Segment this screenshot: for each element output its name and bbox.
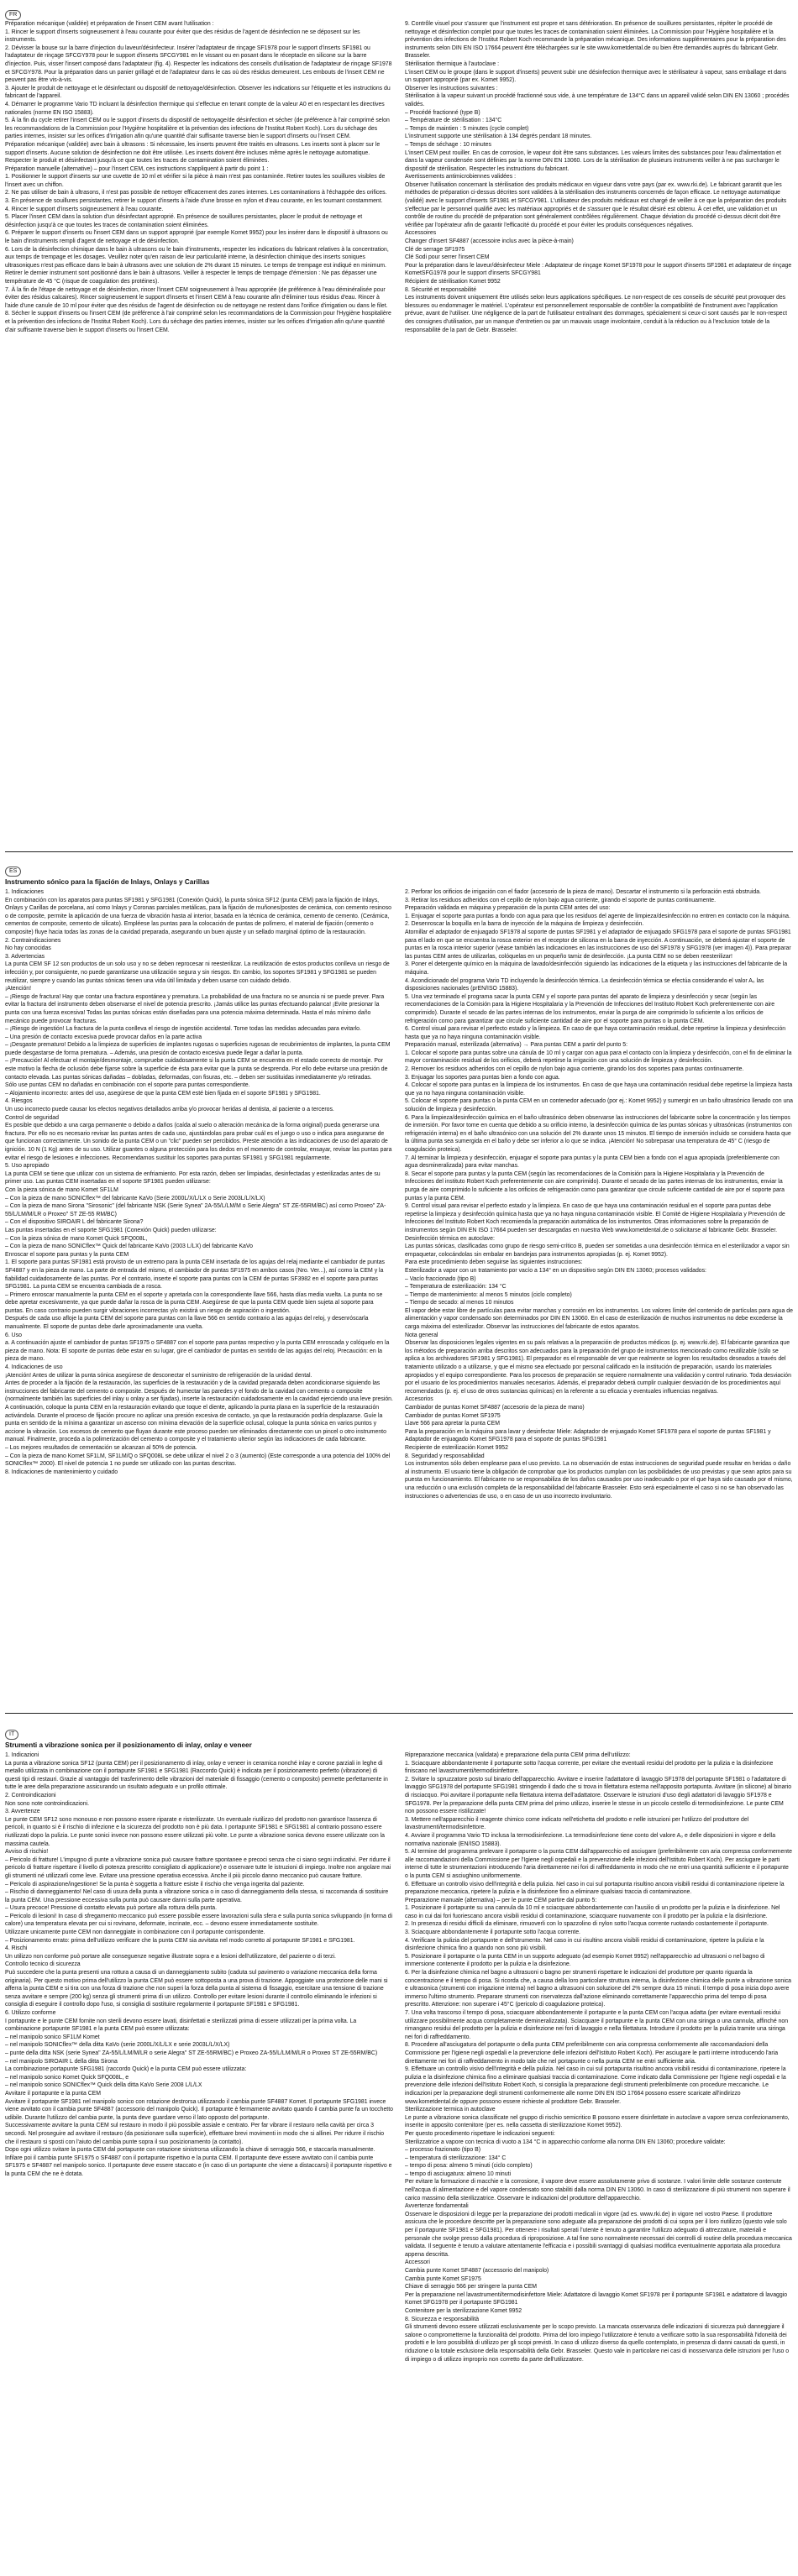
paragraph: – ¡Precaución! Al efectuar el montaje/desmontaje, compruebe cuidadosamente si la punta CEM se encuentra en el estado correcto de montaje. Por este motivo la flecha de oclusión debe fijarse sobre la superficie de ésta para evitar que la punta se desprenda. Por ello debe evitarse una presión de contacto elevada. Las puntas sónicas dañadas – dobladas, deformadas, con fisuras, etc. – deben ser sustituidas inmediatamente y/o retiradas. bbox=[5, 1058, 388, 1081]
paragraph: – Pericolo di fratture! L'impugno di punte a vibrazione sonica può causare fratture spontanee e precoci senza che ci siano segni indicativi. Per ridurre il pericolo di fratture rispettare il livello di potenza prescritto consigliato di applicazione) e osservare tutte le istruzioni di impiego. Inoltre non angolare mai gli strumenti né utilizzarli come leve. Evitare una pressione operativa eccessiva. Anche il più piccolo danno meccanico può causare fratture. bbox=[5, 1856, 391, 1879]
column-right bbox=[405, 1751, 793, 2364]
paragraph: No hay conocidas bbox=[5, 945, 51, 952]
column-left bbox=[5, 1751, 393, 2364]
paragraph: Sólo use puntas CEM no dañadas en combinación con el soporte para puntas correspondiente. bbox=[5, 1082, 250, 1089]
paragraph: Avvitare il portapunte e la punta CEM bbox=[5, 2090, 102, 2097]
paragraph: 8. Sécurité et responsabilité bbox=[405, 286, 477, 293]
paragraph: 4. Riesgos bbox=[5, 1098, 33, 1105]
paragraph: – Rischio di danneggiamento! Nel caso di usura della punta a vibrazione sonica o in caso di danneggiamento della stessa, si raccomanda di sostituire la punta CEM. Una pressione eccessiva sulla punta può causare danni sulla parte operativa. bbox=[5, 1889, 389, 1903]
paragraph: L'insert CEM peut rouiller. En cas de corrosion, le vapeur doit être sans substances. Les valeurs limites des substances pour l'eau d'alimentation et dans la vapeur condensée sont définies par la norme DIN EN 13060. Lors de la stérilisation de plusieurs instruments veiller à ne pas surcharger le dispositif de stérilisation. Respecter les instructions du fabricant. bbox=[405, 149, 781, 172]
section-italian bbox=[5, 1725, 793, 2571]
paragraph: 5. Uso apropiado bbox=[5, 1163, 50, 1170]
paragraph: 2. Desenroscar la boquilla en la barra de inyección de la máquina de limpieza y desinfección. bbox=[405, 921, 644, 928]
paragraph: – nel manipolo SIROAIR L della ditta Sirona bbox=[5, 2058, 118, 2065]
paragraph: Préparation manuelle (alternative) – pour l'insert CEM, ces instructions s'appliquent à partir du point 1 : bbox=[5, 165, 269, 172]
paragraph: – Tiempo de mantenimiento: al menos 5 minutos (ciclo completo) bbox=[405, 1291, 572, 1298]
paragraph: Sterilizzatrice a vapore con tecnica di vuoto a 134 °C in apparecchio conforme alla norma DIN EN 13060; procedure validate: bbox=[405, 2139, 726, 2145]
paragraph: Para este procedimiento deben seguirse las siguientes instrucciones: bbox=[405, 1259, 583, 1266]
paragraph: 7. Al terminar la limpieza y desinfección, enjuagar el soporte para puntas y la punta CEM bien a fondo con el agua apropiada (preferiblemente con agua desmineralizada) para evitar manchas. bbox=[405, 1154, 780, 1170]
paragraph: 5. À la fin du cycle retirer l'insert CEM ou le support d'inserts du dispositif de nettoyage/de désinfection et sécher (de préférence à l'air comprimé selon les recommandations de la Commission pour l'Hygiène hospitalière et la prévention des infections de l'Institut Robert Koch). Lors du séchage des parties internes, insister sur les orifices d'irrigation afin qu'une quantité d'air suffisante traverse bien le support d'inserts ou l'insert CEM. bbox=[5, 118, 390, 140]
paragraph: 7. Una volta trascorso il tempo di posa, sciacquare abbondantemente il portapunte e la punta CEM con l'acqua adatta (per evitare eventuali residui utilizzare possibilmente acqua completamente demineralizzata). Sciacquare il portapunte e la punta CEM con una siringa o una cannula, affinché non rimangano residui del prodotto per la pulizia e disinfezione nei fori di lavaggio e nella filettatura. Introdurre il prodotto per la pulizia tramite una siringa nei fori di raffreddamento. bbox=[405, 2010, 789, 2040]
paragraph: – Con la pieza de mano SONICflex™ del fabricante KaVo (Serie 2000L/X/L/LX o Serie 2003L/L/X/LX) bbox=[5, 1195, 265, 1202]
paragraph: 6. Per la disinfezione chimica nel bagno a ultrasuoni o bagno per strumenti rispettare le indicazioni del produttore per quanto riguarda la concentrazione e il tempo di posa. Si ricorda che, a causa della loro particolare struttura interna, la disinfezione chimica delle punte a vibrazione sonica e ultrasonica (strumenti con irrigazione interna) nel bagno a ultrasuoni con soluzione del 2% sempre dura 15 minuti. Il tempo di posa inizia dopo avere immerso l'ultimo strumento. Preparare strumenti con riservatezza dall'azione eliminando correttamente l'apparecchio prima del tempo di posa prescritto. Attenzione: non superare i 45°C (pericolo di coagulazione proteica). bbox=[405, 1970, 792, 2008]
paragraph: – Primero enroscar manualmente la punta CEM en el soporte y apretarla con la correspondiente llave 566, hasta días media vuelta. La punta no se debe apretar excesivamente, ya que puede dañar la rosca de la punta CEM. Asegúrese de que la punta CEM quede bien sujeta al soporte para puntas. En caso contrario pueden surgir vibraciones incorrectas y/o existirá un riesgo de aspiración o ingestión. bbox=[5, 1291, 383, 1314]
paragraph: Avvertenze fondamentali bbox=[405, 2203, 469, 2210]
paragraph: – nel manipolo SONICflex™ della ditta KaVo (serie 2000L/X/L/LX e serie 2003L/L/X/LX) bbox=[5, 2042, 230, 2049]
paragraph: Preparación manual, esterilizada (alternativa) → Para puntas CEM a partir del punto 5: bbox=[405, 1042, 628, 1049]
paragraph: Avertissements antimicrobiennes validées : bbox=[405, 174, 517, 181]
paragraph: – tempo di asciugatura: almeno 10 minuti bbox=[405, 2170, 512, 2177]
paragraph: Atornillar el adaptador de enjuagado SF1978 al soporte de puntas SF1981 y el adaptador de enjuagado SFG1978 para el soporte de puntas SFG1981 para el lado en que se encuentra la rosca exterior en el receptor de silicona en la barra de inyección. A continuación, se deberá ajustar el soporte de puntas en la rosca interior superior (véase también las indicaciones en las instrucciones de uso del SF1978 y SFG1978 (ver imagen 4)). Para preparar las puntas CEM antes de utilizarlas, colóquelas en un pequeño tamiz de desinfección. ¡La punta CEM no se deben reesterilizar! bbox=[405, 929, 791, 960]
paragraph: 1. Indicaciones bbox=[5, 889, 44, 895]
paragraph: 4. Indicaciones de uso bbox=[5, 1364, 63, 1371]
paragraph: Cambia punte Komet SF1975 bbox=[405, 2275, 481, 2282]
paragraph: 2. Svitare lo spruzzatore posto sul binario dell'apparecchio. Avvitare e inserire l'adattatore di lavaggio SF1978 del portapunte SF1981 o l'adattatore di lavaggio SFG1978 del portapunte SFG1981 stringendo il dado che si trova in filettatura esterna nell'apposito portapunta. Avvitare (in silicone) al binario di risciacquo. Poi avvitare il portapunte nella filettatura interna dell'adattatore. Osservare le istruzioni d'uso degli adattatori di lavaggio SF1978 e SFG1978. Per la preparazione della punta CEM prima del primo utilizzo, inserire le stesse in un piccolo cestello di termodisinfezione. Le punte CEM non possono essere ristilizzate! bbox=[405, 1776, 792, 1815]
paragraph: 5. Una vez terminado el programa sacar la punta CEM y el soporte para puntas del aparato de limpieza y desinfección y secar (según las recomendaciones de la Comisión para la Higiene Hospitalaria y la Prevención de Infecciones del Instituto Robert Koch preferentemente con aire comprimido). Durante el secado de las partes internas de los instrumentos, enviar la purga de aire comprimido lo suficiente a los orificios de refrigeración como para garantizar que circule suficiente cantidad de aire por el soporte para puntas o la punta CEM. bbox=[405, 993, 775, 1024]
paragraph: Stérilisation à la vapeur suivant un procédé fractionné sous vide, à une température de 134°C dans un appareil validé selon DIN EN 13060 ; procédés validés. bbox=[405, 93, 790, 107]
paragraph: 2. In presenza di residui difficili da eliminare, rimuoverli con lo spazzolino di nylon sotto l'acqua corrente ruotando costantemente il portapunte. bbox=[405, 1921, 769, 1928]
paragraph: a. A continuación ajuste el cambiador de puntas SF1975 o SF4887 con el soporte para puntas respectivo y la punta CEM enroscada y colóquelo en la pieza de mano. Nota: El soporte de puntas debe estar en su lugar, gire el cambiador de puntas en sentido de las agujas del reloj. Precaución: en la pieza de mano. bbox=[5, 1340, 390, 1363]
paragraph: 3. Mettere nell'apparecchio il reagente chimico come indicato nell'etichetta del prodotto e nelle istruzioni per l'utilizzo del produttore del lavastrumenti/termodisinfettore. bbox=[405, 1816, 749, 1831]
paragraph: 5. Placer l'insert CEM dans la solution d'un désinfectant approprié. En présence de souillures persistantes, placer le produit de nettoyage et désinfection jusqu'à ce que toutes les traces de contamination soient éliminées. bbox=[5, 214, 363, 228]
paragraph: I portapunte e le punte CEM fornite non sterili devono essere lavati, disinfettati e sterilizzati prima di essere utilizzati per la prima volta. La combinazione portapunte SF1981 e la punta CEM può essere utilizzata: bbox=[5, 2018, 357, 2033]
column-left bbox=[5, 20, 393, 334]
language-badge: IT bbox=[5, 1730, 18, 1740]
paragraph: El vapor debe estar libre de partículas para evitar manchas y corrosión en los instrumentos. Los valores límite del contenido de partículas para agua de alimentación y vapor condensado son determinados por DIN EN 13060. En el caso de esterilización de muchos instrumentos no debe excederse la carga máxima del esterilizador. Observar las instrucciones del fabricante de estos aparatos. bbox=[405, 1307, 793, 1331]
paragraph: Récipient de stérilisation Komet 9952 bbox=[405, 279, 501, 285]
paragraph: La punta CEM SF 12 son productos de un solo uso y no se deben reprocesar ni reesterilizar. La reutilización de estos productos conlleva un riesgo de infección y, por consiguiente, no puede garantizarse una utilización segura y sin riesgos. En cambio, los soportes SF1981 y SFG1981 se pueden reutilizar, siempre y cuando las puntas sónicas tienen una vida útil limitada y deben usarse con cuidado debido. bbox=[5, 961, 390, 984]
paragraph: Antes de proceder a la fijación de la restauración, las superficies de la restauración y de la cavidad preparada deben acondicionarse siguiendo las instrucciones del fabricante del cemento o composite. Después de humectar las paredes y el fondo de la cavidad con cemento o composite (normalmente también las superficies del inlay u onlay a ser fijadas), inserte la restauración cuidadosamente en la cavidad ejerciendo una leve presión. A continuación, coloque la punta CEM en la restauración evitando que toque el diente, aplicando la punta plana en la superficie de la restauración activándola. Durante el proceso de fijación procure no aplicar una presión excesiva de contacto, ya que la restauración podría desplazarse. Guíe la punta en sentido de la mínima a garantizar un ascenso con mínima elevación de la superficie oclusal, coloque la punta sónica en varios puntos y accione la vibración. Los excesos de cemento que fluyan durante este proceso pueden ser eliminados directamente con un pincel o otro instrumento manual. Finalmente, proceda a la polimerización del cemento o composite y el tratamiento ulterior según las indicaciones de cada fabricante. bbox=[5, 1380, 393, 1443]
paragraph: Accessoires bbox=[405, 230, 437, 237]
paragraph: Avvitare il portapunte SF1981 nel manipolo sonico con rotazione destrorsa utilizzando il cambia punte SF4887 Komet. Il portapunte SFG1981 invece viene avvitato con il cambia punte SF4887 (accessorio del manipolo Quick). Il portapunte è fermamente avvitato quando il cambia punte fa un tocchetto udibile. Durante l'utilizzo del cambia punte, la punta deve guardare verso il lato opposto del portapunte. bbox=[5, 2098, 393, 2121]
paragraph: Preparación validada en máquina y preparación de la punta CEM antes del uso: bbox=[405, 905, 611, 912]
paragraph: L'instrument supporte une stérilisation à 134 degrés pendant 18 minutes. bbox=[405, 134, 592, 140]
paragraph: 2. Remover los residuos adheridos con el cepillo de nylon bajo agua corriente, girando los dos soportes para puntas continuamente. bbox=[405, 1066, 744, 1073]
paragraph: – nel manipolo sonico SONICflex™ Quick della ditta KaVo Serie 2008 L/L/LX bbox=[5, 2082, 202, 2089]
paragraph: – Con la pieza de mano SONICflex™ Quick del fabricante KaVo (2003 L/LX) del fabricante KaVo bbox=[5, 1243, 253, 1250]
paragraph: Control de seguridad bbox=[5, 1114, 59, 1121]
paragraph: Clé de serrage SF1975 bbox=[405, 246, 465, 253]
paragraph: 4. Colocar el soporte para puntas en la limpieza de los instrumentos. En caso de que haya una contaminación residual debe repetirse la limpieza hasta que ya no haya ninguna contaminación visible. bbox=[405, 1082, 793, 1097]
paragraph: Accessori bbox=[405, 2259, 430, 2266]
paragraph: – Con la pieza sónica de mano Komet Quick SFQ008L, bbox=[5, 1235, 148, 1242]
paragraph: 2. Dévisser la bouse sur la barre d'injection du laveur/désinfecteur. Insérer l'adaptateur de rinçage SF1978 pour le support d'inserts SF1981 ou l'adaptateur de rinçage SFCGY978 pour le support d'inserts SFCGY981 en le vissant ou en posant dans le réceptacle en silicone sur la barre d'injection. Puis, visser l'insert composé dans l'adaptateur (fig. 4). Respecter les indications des conseils d'utilisation de l'adaptateur de rinçage SF1978 et SFCGY978. Pour la préparation dans un panier grillagé et de l'adaptateur dans le cas où des résidus demeurent. Les embouts de l'insert CEM ne peuvent pas être vis-à-vis. bbox=[5, 45, 392, 84]
column-right bbox=[405, 888, 793, 1500]
section-title: Strumenti a vibrazione sonica per il posizionamento di inlay, onlay e veneer bbox=[5, 1741, 252, 1749]
paragraph: 2. Ne pas utiliser de bain à ultrasons, il n'est pas possible de nettoyer efficacement des zones internes. Les contaminations à l'échappée des orifices. bbox=[5, 190, 387, 196]
paragraph: Dopo ogni utilizzo svitare la punta CEM dal portapunte con rotazione sinistrorsa utilizzando la chiave di serraggio 566, e staccarla manualmente. bbox=[5, 2147, 375, 2154]
paragraph: – processo frazionato (tipo B) bbox=[405, 2147, 481, 2154]
paragraph: 9. Effettuare un controllo visivo dell'integrità e della pulizia. Nel caso in cui sul portapunta risultino ancora visibili residui di contaminazione, ripetere la pulizia e la disinfezione chimica fino a eliminare qualsiasi traccia di contaminazione. Come indicato dalla Commissione per l'Igiene negli ospedali e la prevenzione delle infezioni dell'Istituto Robert Koch, si consiglia la preparazione degli strumenti preferibilmente con procedure meccaniche. Le indicazioni per la preparazione degli strumenti conformemente alle norme DIN EN ISO 17664 possono essere scaricate all'indirizzo www.kometdental.de oppure possono essere richieste al produttore Gebr. Brasseler. bbox=[405, 2066, 786, 2105]
paragraph: 3. Advertencias bbox=[5, 953, 45, 960]
paragraph: Enroscar el soporte para puntas y la punta CEM bbox=[5, 1251, 129, 1258]
paragraph: 4. Démarrer le programme Vario TD incluant la désinfection thermique qui s'effectue en tenant compte de la valeur A0 et en respectant les directives nationales (norme EN ISO 15883). bbox=[5, 101, 385, 116]
paragraph: Con la pieza sónica de mano Komet SF1LM bbox=[5, 1186, 118, 1193]
paragraph: 3. En présence de souillures persistantes, retirer le support d'inserts à l'aide d'une brosse en nylon et d'eau courante, en les tournant constamment. bbox=[5, 198, 383, 205]
paragraph: Llave 566 para apretar la punta CEM bbox=[405, 1421, 500, 1427]
paragraph: – punte della ditta NSK (serie Synea" ZA-55/L/LM/M/LR o serie Alegra" ST ZE-55RM/BC) e Proxeo ZA-55/L/LM/M/LR o Proxeo ST ZE-55RM/BC) bbox=[5, 2050, 378, 2056]
paragraph: Chiave di serraggio 566 per stringere la punta CEM bbox=[405, 2284, 538, 2291]
paragraph: Desinfección térmica en autoclave: bbox=[405, 1235, 495, 1242]
paragraph: 9. Contrôle visuel pour s'assurer que l'instrument est propre et sans détérioration. En présence de souillures persistantes, répéter le procédé de nettoyage et désinfection complet pour que toutes les traces de contamination soient éliminées. La Commission pour l'Hygiène hospitalière et la prévention des infections de l'Institut Robert Koch recommande la préparation mécanique. Des informations supplémentaires pour la préparation des instruments selon DIN EN ISO 17664 peuvent être téléchargées sur le site www.kometdental.de ou bien être demandés auprès du fabricant Gebr. Brasseler. bbox=[405, 21, 786, 60]
paragraph: 3. Ajouter le produit de nettoyage et le désinfectant ou dispositif de nettoyage/désinfection. Observer les indications sur l'étiquette et les instructions du fabricant de l'appareil. bbox=[5, 85, 391, 100]
paragraph: – Los mejores resultados de cementación se alcanzan al 50% de potencia. bbox=[5, 1444, 197, 1451]
paragraph: Per evitare la formazione di macchie e la corrosione, il vapore deve essere assolutamente privo di sostanze. I valori limite delle sostanze contenute nell'acqua di alimentazione e del vapore condensato sono stabiliti dalla norma DIN EN 13060. In caso di sterilizzazione di più strumenti non superare il carico massimo della sterilizzatrice. Osservare le indicazioni del produttore dell'apparecchio. bbox=[405, 2179, 790, 2202]
paragraph: 6. Utilizzo conforme bbox=[5, 2010, 56, 2016]
paragraph: 2. Perforar los orificios de irrigación con el fiador (accesorio de la pieza de mano). Descartar el instrumento si la perforación está obstruida. bbox=[405, 889, 761, 895]
paragraph: Un utilizzo non conforme può portare alle conseguenze negative illustrate sopra e a lesioni dell'utilizzatore, del paziente o di terzi. bbox=[5, 1953, 336, 1960]
paragraph: Observer l'utilisation concernant la stérilisation des produits médicaux en vigueur dans votre pays (par ex. www.rki.de). Le fabricant garantit que les méthodes de préparation ci-dessus décrites sont validées à la stérilisation des instruments concernés de façon efficace. Le nettoyage automatique (validé) avec le support d'inserts SF1981 et SFCGY981. L'utilisateur des produits médicaux est chargé de veiller à ce que la préparation des produits s'effectue par le personnel qualifié avec les matériaux appropriés et de s'assurer que le résultat désiré est obtenu. À cet effet, une validation et un contrôle de routine du procédé de préparation sont généralement contrôlées régulièrement. Chaque déviation du procédé ci-dessus décrit doit être vérifiée par l'opérateur afin de garantir l'efficacité du procédé et pour éviter les produits conséquences négatives. bbox=[405, 181, 787, 228]
paragraph: 3. Sciacquare abbondantemente il portapunte sotto l'acqua corrente. bbox=[405, 1929, 580, 1936]
paragraph: – nel manipolo sonico SF1LM Komet bbox=[5, 2034, 100, 2040]
paragraph: 9. Control visual para revisar el perfecto estado y la limpieza. En caso de que haya una contaminación residual en el soporte para puntas debe repetirse la limpieza y desinfección química hasta que ya no haya ninguna contaminación visible. El Comité de Higiene Hospitalaria y Prevención de Infecciones del Instituto Robert Koch recomienda la preparación automática de los instrumentos. Otras informaciones sobre la preparación de instrumentos según DIN EN ISO 17664 pueden ser descargadas en nuestra Web www.kometdental.de o solicitarse al fabricante Gebr. Brasseler. bbox=[405, 1203, 785, 1233]
paragraph: Observar las disposiciones legales vigentes en su país relativas a la preparación de productos médicos (p. ej. www.rki.de). El fabricante garantiza que los métodos de preparación arriba descritos son adecuados para la preparación del grupo de instrumentos mencionado como reutilizable (sólo se aplica a los archivadores SF1981 y SFG1981). El preparador es el responsable de ver que realmente se logren los resultados deseados a través del tratamiento utilizado o a utilizarse, y que el mismo sea efectuado por personal calificado en la institución de preparación, usando los materiales apropiados y el equipo correspondiente. Para los procesos de preparación se requiere normalmente una validación y control rutinario. Toda desviación por el usuario de los procedimientos manuales necesarios. Además, el preparador deberá cumplir cualquier desviación de los procedimientos aquí recomendados (p. ej. el uso de otros sustancias químicas) en la referente a su eficacia y eventuales influencias negativas. bbox=[405, 1340, 791, 1395]
paragraph: – Temperatura de esterilización: 134 °C bbox=[405, 1284, 507, 1291]
section-french bbox=[5, 5, 793, 845]
paragraph: L'insert CEM ou le groupe (dans le support d'inserts) peuvent subir une désinfection thermique avec le stérilisateur à vapeur, sans emballage et dans un support approprié (par ex. Komet 9952). bbox=[405, 69, 787, 84]
paragraph: 3. Avvertenze bbox=[5, 1809, 40, 1815]
paragraph: Avviso di rischio! bbox=[5, 1849, 49, 1856]
paragraph: Para la preparación en la máquina para lavar y desinfectar Miele: Adaptador de enjuagado Komet SF1978 para el soporte de puntas SF1981 y Adaptador de enjuagado Komet SFG1978 para el soporte de puntas SFG1981 bbox=[405, 1428, 771, 1443]
paragraph: Gli strumenti devono essere utilizzati esclusivamente per lo scopo previsto. La mancata osservanza delle indicazioni di sicurezza può danneggiare il salone o comprometterne la funzionalità del prodotto. Prima del loro impiego l'utilizzatore è tenuto a verificare sotto la sua responsabilità l'idoneità dei prodotti e le loro possibilità di utilizzo per gli scopi previsti. In caso di utilizzo diverso da quello contemplato, in presenza di danni causati da questi, in riduzione o la totale esclusione della responsabilità della Gebr. Brasseler. Questo vale in particolare nei casi di inosservanza delle istruzioni per l'uso o di impiego o di utilizzo improprio non corretto da parte dell'utilizzatore. bbox=[405, 2324, 790, 2363]
paragraph: Los instrumentos sólo deben emplearse para el uso previsto. La no observación de estas instrucciones de seguridad puede resultar en heridas o daño al instrumento. El usuario tiene la obligación de comprobar que los productos cumplan con las posibilidades de uso previstas y que sean aptos para su puesta en funcionamiento. El fabricante no se responsabiliza de los daños causados por uso inadecuado o por el que haya sido causado por el mismo, una reducción o una exclusión completa de la responsabilidad del fabricante Brasseler. Esto será especialmente el caso si no se han observado las instrucciones o advertencias de uso, o en caso de un uso incorrecto involuntario. bbox=[405, 1461, 793, 1500]
paragraph: Cambiador de puntas Komet SF1975 bbox=[405, 1412, 501, 1419]
language-badge: FR bbox=[5, 10, 21, 20]
paragraph: Préparation mécanique (validée) et préparation de l'insert CEM avant l'utilisation : bbox=[5, 21, 214, 27]
paragraph: Stérilisation thermique à l'autoclave : bbox=[405, 60, 500, 67]
paragraph: La combinazione portapunte SFG1981 (raccordo Quick) e la punta CEM può essere utilizzata: bbox=[5, 2066, 247, 2073]
paragraph: 4. Avviare il programma Vario TD inclusa la termodisinfezione. La termodisinfezione tiene conto del valore A₀ e delle disposizioni in vigore e della normativa nazionale (EN/ISO 15883). bbox=[405, 1832, 776, 1847]
column-right bbox=[405, 20, 793, 334]
paragraph: – Con el dispositivo SIROAIR L del fabricante Sirona? bbox=[5, 1219, 144, 1226]
paragraph: Le punte a vibrazione sonica classificate nel gruppo di rischio semicritico B possono essere disinfettate in autoclave a vapore senza confezionamento, inserite in apposito contenitore (per es. nella cassetta di sterilizzazione Komet 9952). bbox=[405, 2114, 790, 2129]
paragraph: – Tiempo de secado: al menos 10 minutos bbox=[405, 1300, 514, 1306]
paragraph: En combinación con los aparatos para puntas SF1981 y SFG1981 (Conexión Quick), la punta sónica SF12 (punta CEM) para la fijación de Inlays, Onlays y Carillas de porcelana, así como Inlays y Coronas parciales metálicas, para la fijación de muñones/postes de cerámica, con cemento resinoso o de composite, permite la aplicación de una fuerza de vibración hasta al interior, basada en la técnica de cerámica, cemento de cemento. (Cerámica, cementos de composite, cemento de silicato). Empléese las puntas para la colocación de puntas de polímero, el material de fijación (cemento o composite) fluye hacia todas las zonas de la cavidad preparada, asegurando un buen ajuste y un sellado marginal óptimo de la restauración. bbox=[5, 897, 391, 935]
paragraph: Per questo procedimento rispettare le indicazioni seguenti: bbox=[405, 2130, 555, 2137]
paragraph: 6. Lors de la désinfection chimique dans le bain à ultrasons ou le bain d'instruments, respecter les indications du fabricant relatives à la concentration, aux temps de trempage et les dosages. Veuillez noter qu'en raison de leur particularité interne, la désinfection chimique des inserts soniques ultrasoniques n'est pas efficace dans le bain à ultrasons avec une solution de 2% durant 15 minutes. Le temps de trempage est indiqué en minimum. Retirer le dernier instrument sont positionné dans le bain à ultrasons. Veiller à respecter le temps de trempage d'émersion : Ne pas dépasser une température de 45 °C (risque de coagulation des protéines). bbox=[5, 246, 389, 285]
paragraph: 8. Indicaciones de mantenimiento y cuidado bbox=[5, 1469, 118, 1475]
paragraph: – Température de stérilisation : 134°C bbox=[405, 118, 502, 124]
paragraph: – Temps de séchage : 10 minutes bbox=[405, 141, 491, 148]
paragraph: Nota general bbox=[405, 1332, 438, 1338]
paragraph: 5. Posizionare il portapunte o la punta CEM in un supporto adeguato (ad esempio Komet 9952) nell'apparecchio ad ultrasuoni o nel bagno di immersione contenente il prodotto per la pulizia e la disinfezione. bbox=[405, 1953, 765, 1968]
language-badge: ES bbox=[5, 867, 21, 877]
paragraph: 1. Posizionare il portapunte su una cannula da 10 ml e sciacquare abbondantemente con l'ausilio di un prodotto per la pulizia e la disinfezione. Nel caso in cui dai fori fuoriescano ancora visibili residui di contaminazione, sciacquare nuovamente con il prodotto per la pulizia e la disinfezione. bbox=[405, 1905, 780, 1919]
paragraph: ¡Atención! Antes de utilizar la punta sónica asegúrese de desconectar el suministro de refrigeración de la unidad dental. bbox=[5, 1372, 312, 1379]
paragraph: – Alojamiento incorrecto: antes del uso, asegúrese de que la punta CEM esté bien fijada en el soporte SF1981 y SFG1981. bbox=[5, 1090, 321, 1097]
paragraph: Préparation mécanique (validée) avec bain à ultrasons : Si nécessaire, les inserts peuvent être traités en ultrasons. Les inserts sont à placer sur le support d'inserts. Aucune solution de désinfection ne doit être utilisée. Les inserts doivent être incluses même après le nettoyage automatique. Respecter le produit et désinfectant jusqu'à ce que toutes les traces de contamination soient éliminées. bbox=[5, 141, 381, 165]
paragraph: 1. Colocar el soporte para puntas sobre una cánula de 10 ml y cargar con agua para el contacto con la limpieza y desinfección, con el fin de eliminar la mayor contaminación residual de los orificios, deberá repetirse la irrigación con una solución de limpieza y desinfección. bbox=[405, 1050, 792, 1065]
paragraph: 5. Colocar el soporte para puntas o la punta CEM en un contenedor adecuado (por ej.: Komet 9952) y sumergir en un baño ultrasónico llenado con una solución de limpieza y desinfección. bbox=[405, 1098, 793, 1113]
paragraph: 6. Uso bbox=[5, 1332, 22, 1338]
paragraph: Ripreparazione meccanica (validata) e preparazione della punta CEM prima dell'utilizzo: bbox=[405, 1752, 631, 1758]
paragraph: Contenitore per la sterilizzazione Komet 9952 bbox=[405, 2307, 522, 2314]
paragraph: – Posizionamento errato: prima dell'utilizzo verificare che la punta CEM sia avvitata nel modo corretto al portapunte SF1981 e SFG1981. bbox=[5, 1937, 355, 1944]
paragraph: Utilizzare unicamente punte CEM non danneggiate in combinazione con il portapunte corrispondente. bbox=[5, 1929, 265, 1936]
paragraph: Pour la préparation dans le laveur/désinfecteur Miele : Adaptateur de rinçage Komet SF1978 pour le support d'inserts SF1981 et adaptateur de rinçage KometSFG1978 pour le support d'inserts SFCGY981 bbox=[405, 262, 792, 277]
paragraph: Sterilizzazione termica in autoclave bbox=[405, 2107, 496, 2113]
paragraph: – Pericolo di aspirazione/ingestione! Se la punta è soggetta a fratture esiste il rischio che venga ingerita dal paziente. bbox=[5, 1881, 305, 1887]
paragraph: – Usura precoce! Pressione di contatto elevata può portare alla rottura della punta. bbox=[5, 1905, 218, 1912]
paragraph: 3. Retirar los residuos adheridos con el cepillo de nylon bajo agua corriente, girando el soporte de puntas continuamente. bbox=[405, 897, 717, 903]
paragraph: – ¡Desgaste prematuro! Debido a la limpieza de superficies de implantes rugosas o superficies rugosas de recubrimientos de implantes, la punta CEM puede desgastarse de forma prematura. – Además, una presión de contacto excesiva puede llegar a dañar la punta. bbox=[5, 1042, 391, 1056]
paragraph: 1. Rincer le support d'inserts soigneusement à l'eau courante pour éviter que des résidus de l'agent de désinfection ne se déposent sur les instruments. bbox=[5, 29, 360, 44]
paragraph: Esterilizador a vapor con un tratamiento por vacío a 134° en un dispositivo según DIN EN 13060; procesos validados: bbox=[405, 1267, 706, 1274]
paragraph: La punta a vibrazione sonica SF12 (punta CEM) per il posizionamento di inlay, onlay e veneer in ceramica nonché inlay e corone parziali in leghe di metallo utilizzata in combinazione con il portapunte SF1981 e SFG1981 (Raccordo Quick) è indicata per il posizionamento perfetto (vibrazione) di questi tipi di restauri. Grazie al vantaggio del trasferimento delle vibrazioni del materiale di fissaggio (cemento o composito) permette perfettamente in tutte le aree della preparazione assicurando un risultato adeguato e un profilo ottimale. bbox=[5, 1760, 388, 1791]
paragraph: 6. Effettuare un controllo visivo dell'integrità e della pulizia. Nel caso in cui sul portapunta risultino ancora visibili residui di contaminazione ripetere la preparazione meccanica, ripetere la pulizia e la disinfezione fino a eliminare qualsiasi traccia di contaminazione. bbox=[405, 1881, 785, 1896]
paragraph: Controllo tecnico di sicurezza bbox=[5, 1961, 81, 1968]
paragraph: Osservare le disposizioni di legge per la preparazione dei prodotti medicali in vigore (ad es. www.rki.de) in vigore nel vostro Paese. Il produttore assicura che le procedure descritte per la preparazione sono adeguate alla preparazione dei prodotti di cui sopra per il loro riutilizzo (questo vale solo per il portapunte SF1981 e SFG1981). Per ottenere i risultati sperati l'utente è tenuto a garantire l'utilizzo adeguato di attrezzature, materiali e personale che svolge presso dalla procedura di riproposizione. A tal fine sono normalmente necessari dei controlli di routine della procedura meccanica validata. Il seguente è tenuto a valutare attentamente l'efficacia e i possibili svantaggi di qualsiasi modifica eventualmente apportata alla procedura appena descritta. bbox=[405, 2211, 792, 2258]
paragraph: 8. Seguridad y responsabilidad bbox=[405, 1453, 485, 1459]
paragraph: – temperatura di sterilizzazione: 134° C bbox=[405, 2155, 507, 2161]
paragraph: 4. Rischi bbox=[5, 1945, 28, 1952]
paragraph: – nel manipolo sonico Komet Quick SFQ008L, e bbox=[5, 2074, 129, 2081]
paragraph: 1. Positionner le support d'inserts sur une cuvette de 10 ml et vérifier si la pièce à main n'est pas contaminée. Retirer toutes les souillures visibles de l'insert avec un chiffon. bbox=[5, 174, 386, 188]
paragraph: – tempo di posa: almeno 5 minuti (ciclo completo) bbox=[405, 2163, 533, 2170]
paragraph: 1. Indicazioni bbox=[5, 1752, 39, 1758]
paragraph: – Con la pieza de mano Komet SF1LM, SF1LM/Q o SFQ008L se debe utilizar el nivel 2 o 3 (aumento) (Este corresponde a una potencia del 100% del SONICflex™ 2000). El nivel de potencia 1 no puede ser utilizado con las puntas descritas. bbox=[5, 1453, 391, 1468]
section-spanish bbox=[5, 861, 793, 1704]
paragraph: 4. Acondicionado del programa Vario TD incluyendo la desinfección térmica. La desinfección térmica se efectúa considerando el valor A₀ las disposiciones nacionales (prEN/ISO 15883). bbox=[405, 977, 764, 992]
section-divider bbox=[5, 851, 793, 852]
paragraph: Cambiador de puntas Komet SF4887 (accesorio de la pieza de mano) bbox=[405, 1405, 585, 1411]
paragraph: 4. Verificare la pulizia del portapunte e dell'strumento. Nel caso in cui risultino ancora visibili residui di contaminazione, ripetere la pulizia e la disinfezione chimica fino a quando non sono più visibili. bbox=[405, 1937, 764, 1952]
paragraph: Le punte CEM SF12 sono monouso e non possono essere riparate e risterilizzate. Un eventuale riutilizzo del prodotto non garantisce l'assenza di pericoli, in quanto si è il rischio di infezione e la sicurezza del prodotto non è più data. I portapunte SF1981 e SFG1981 al contrario possono essere riutilizzati dopo la pulizia. Le punte sonici invece non possono essere utilizzati più volte. Le punte a vibrazione sonica devono essere utilizzate con la massima cautela. bbox=[5, 1816, 385, 1847]
paragraph: – Temps de maintien : 5 minutes (cycle complet) bbox=[405, 125, 529, 132]
paragraph: 2. Controindicazioni bbox=[5, 1792, 56, 1798]
paragraph: Successivamente avvitare la punta CEM sul restauro in modo il più possibile assiale e centrato. Per far vibrare il restauro nella cavità per circa 3 secondi. Nel proseguire ad avvitare il restauro (da posizionare sulla superficie), effettuare brevi movimenti in modo che si allinei. Per ridurre il rischio che il restauro si sposti con l'aiuto del cambia punte sopra il suo posizionamento (a contatto). bbox=[5, 2123, 385, 2145]
paragraph: Changer d'insert SF4887 (accessoire inclus avec la pièce-à-main) bbox=[405, 238, 574, 245]
paragraph: 1. El soporte para puntas SF1981 está provisto de un extremo para la punta CEM insertada de los agujas del relaj mediante el cambiador de puntas SF4887 y en la pieza de mano. La parte de entrada del mismo, el cambiador de puntas SF1975 en ambos casos (Nro. Ver...), así como la CEM y la fiabilidad cuidadosamente de las puntas. Por el contrario, inserte el soporte para puntas con la CEM de puntas SF3982 en el soporte para puntas SFG1981. La punta CEM se encuentra cambiada de a rosca. bbox=[5, 1259, 385, 1291]
paragraph: – Una presión de contacto excesiva puede provocar daños en la parte activa bbox=[5, 1034, 202, 1040]
paragraph: Les instruments doivent uniquement être utilisés selon leurs applications spécifiques. Le non-respect de ces conseils de sécurité peut provoquer des blessures ou endommager le matériel. L'opérateur est personnellement responsable de contrôler la compatibilité de l'instrument avec l'application prévue, avant de l'utiliser. Une négligence de la part de l'utilisateur entraînant des dommages, spécialement si ceux-ci sont causés par le non-respect des consignes d'utilisation, par un manque d'entretien ou par un mauvais usage involontaire, conduit à la réduction ou à l'exclusion totale de la responsabilité de la part de Gebr. Brasseler. bbox=[405, 295, 787, 333]
paragraph: 8. Sicurezza e responsabilità bbox=[405, 2316, 480, 2322]
paragraph: Es posible que debido a una carga permanente o debido a daños (caída al suelo o alteración mecánica de la forma original) pueda generarse una fractura. Por ello no es necesario revisar las puntas antes de cada uso, ajustándolas para probar cuál es el juego o uso o indica para asegurarse de que funcionan correctamente. Un sonido de la punta CEM o un "clic" pueden ser percibidos. Preste atención a las indicaciones de uso del aparato de ignición. 10 N (1 Kg) antes de su uso. Utilizar guantes o alguna protección para los dedos en el momento de controlar, ensayar, revisar las puntas para evitar el riesgo de lesiones e infecciones. Recomendamos sustituir los soportes para puntas SF1981 y SFG1981 regularmente. bbox=[5, 1123, 392, 1161]
section-divider bbox=[5, 1713, 793, 1714]
paragraph: 6. Para la limpieza/desinfección química en el baño ultrasónico deben observarse las instrucciones del fabricante sobre la concentración y los tiempos de inmersión. Por favor tome en cuenta que debido a su orificio interno, la desinfección química de las puntas sónicas y ultrasónicas (instrumentos con refrigeración interna) en el baño ultrasónico con una solución del 2% durante unos 15 minutos. El tiempo de inmersión incluido se considera hasta que la última punta sea sumergida en el baño y debe ser inferior a lo que se indica. ¡Atención! No sobrepasar una temperatura de 45° C (riesgo de coagulación proteica). bbox=[405, 1114, 792, 1153]
paragraph: Cambia punte Komet SF4887 (accessorio del manipolo) bbox=[405, 2268, 549, 2274]
paragraph: 3. Enjuagar los soportes para puntas bien a fondo con agua. bbox=[405, 1074, 560, 1081]
paragraph: Recipiente de esterilización Komet 9952 bbox=[405, 1444, 508, 1451]
paragraph: Per la preparazione nel lavastrumenti/termodisinfettore Miele: Adattatore di lavaggio Komet SF1978 per il portapunte SF1981 e adattatore di lavaggio Komet SFG1978 per il portapunte SFG1981 bbox=[405, 2291, 788, 2306]
paragraph: Accesorios bbox=[405, 1396, 433, 1403]
paragraph: Observer les instructions suivantes : bbox=[405, 85, 498, 92]
paragraph: Infilare poi il cambia punte SF1975 o SF4887 con il portapunte rispettivo e la punta CEM. Il portapunte deve essere avvitato con il cambia punte SF1975 e SF4887 nel manipolo sonico. Il portapunte deve essere staccato e (in caso di un portapunte che viene a distaccarsi) il portapunte rispettivo e la punta CEM che ne è dotata. bbox=[5, 2155, 392, 2177]
paragraph: 6. Control visual para revisar el perfecto estado y la limpieza. En caso de que haya contaminación residual, debe repetirse la limpieza y desinfección hasta que ya no haya ninguna contaminación visible. bbox=[405, 1026, 786, 1040]
paragraph: 8. Secar el soporte para puntas y la punta CEM (según las recomendaciones de la Comisión para la Higiene Hospitalaria y la Prevención de Infecciones del instituto Robert Koch preferentemente con aire comprimido). Durante el secado de las partes internas de los instrumentos, enviar la purga de aire comprimido lo suficiente a los orificios de refrigeración como para garantizar que circule suficiente cantidad de aire por el soporte para puntas y la punta CEM. bbox=[405, 1170, 785, 1202]
paragraph: ¡Atención! bbox=[5, 986, 32, 992]
paragraph: – Procédé fractionné (type B) bbox=[405, 109, 480, 116]
paragraph: Preparazione manuale (alternativa) – per le punte CEM partire dal punto 5: bbox=[405, 1897, 597, 1903]
paragraph: 2. Contraindicaciones bbox=[5, 937, 61, 944]
paragraph: Un uso incorrecto puede causar los efectos negativos detallados arriba y/o provocar heridas al dentista, al paciente o a terceros. bbox=[5, 1107, 334, 1113]
section-title: Instrumento sónico para la fijación de Inlays, Onlays y Carillas bbox=[5, 878, 210, 886]
paragraph: Clé Sodi pour serrer l'insert CEM bbox=[405, 254, 490, 261]
paragraph: 3. Poner el detergente químico en la máquina de lavado/desinfección siguiendo las indicaciones de la etiqueta y las instrucciones del fabricante de la máquina. bbox=[405, 961, 788, 976]
paragraph: Después de cada uso afloje la punta CEM del soporte para puntas con la llave 566 en sentido contrario a las agujas del reloj, y desenróscarla manualmente. El soporte de puntas debe darle aproximadamente una vuelta. bbox=[5, 1316, 369, 1331]
paragraph: – Con la pieza de mano Sirona "Sirosonic" (del fabricante NSK (Serie Synea" 2A-55/L/LM/M o Serie Alegra" ST ZE-55RM/BC) así como Proxeo" ZA-55/L/LM/M/LR o Proxeo" ST ZE-55 RM/BC) bbox=[5, 1203, 386, 1217]
paragraph: 8. Sécher le support d'inserts ou l'insert CEM (de préférence à l'air comprimé selon les recommandations de la Commission pour l'Hygiène hospitalière et la prévention des infections de l'Institut Robert Koch). Lors du séchage des parties internes, insister sur les orifices d'irrigation afin qu'une quantité d'air suffisante traverse bien le support d'inserts ou l'insert CEM. bbox=[5, 311, 391, 333]
paragraph: 6. Préparer le support d'inserts ou l'insert CEM dans un support approprié (par exemple Komet 9952) pour les insérer dans le dispositif à ultrasons ou le bain d'instruments rempli d'agent de nettoyage et de désinfection. bbox=[5, 230, 388, 245]
paragraph: Las puntas insertadas en el soporte SFG1981 (Conexión Quick) pueden utilizarse: bbox=[5, 1227, 217, 1233]
paragraph: 7. À la fin de l'étape de nettoyage et de désinfection, rincer l'insert CEM soigneusement à l'eau appropriée (de préférence à l'eau déminéralisée pour éviter des résidus calcaires). Rincer soigneusement le support d'inserts et l'insert CEM à l'eau courante afin d'éliminer tous résidus d'eau. Rincer à l'aide d'une canule de 10 ml pour éviter que des résidus de l'agent de désinfection ou de nettoyage ne restent dans l'orifice d'irrigation ou dans le filet. bbox=[5, 286, 388, 309]
paragraph: – ¡Riesgo de fractura! Hay que contar una fractura espontánea y prematura. La probabilidad de una fractura no se anuncia ni se puede prever. Para evitar la fractura del instrumento deben observarse el nivel de potencia prescrito. ¡Jamás utilice las puntas efectuando palanca! ¡Evite presionar la punta con una fuerza excesiva! Todas las puntas sónicas están diseñadas para una potencia máxima determinada. Hasta el más mínimo daño mecánico puede provocar fracturas. bbox=[5, 993, 385, 1024]
paragraph: 4. Rincer le support d'inserts soigneusement à l'eau courante. bbox=[5, 206, 164, 212]
paragraph: 1. Sciacquare abbondantemente il portapunte sotto l'acqua corrente, per evitare che eventuali residui del prodotto per la pulizia e la disinfezione finiscano nel lavastrumenti/termodisinfettore. bbox=[405, 1760, 774, 1775]
paragraph: Non sono note controindicazioni. bbox=[5, 1800, 89, 1807]
paragraph: – Vacío fraccionado (tipo B) bbox=[405, 1275, 476, 1282]
column-left bbox=[5, 888, 393, 1500]
paragraph: 8. Procedere all'asciugatura del portapunte o della punta CEM preferibilmente con aria compressa conformemente alle raccomandazioni della Commissione per l'Igiene negli ospedali e la prevenzione delle infezioni dell'Istituto Robert Koch). Per asciugare le parti interne introducendo l'aria direttamente nei fori di raffreddamento in modo tale che nel portapunte o nella punta CEM ne entri sufficiente aria. bbox=[405, 2042, 779, 2065]
paragraph: Las puntas sónicas, clasificadas como grupo de riesgo semi-crítico B, pueden ser sometidas a una desinfección térmica en el esterilizador a vapor sin empaquetar, colocándolas sin embalar en bandejas para instrumentos apropiadas (p. ej. Komet 9952). bbox=[405, 1243, 790, 1258]
paragraph: 5. Al termine del programma prelevare il portapunte o la punta CEM dall'apparecchio ed asciugare (preferibilmente con aria compressa conformemente alle raccomandazioni della Commissione per l'Igiene negli ospedali e la prevenzione delle infezioni dell'Istituto Robert Koch). Per asciugare le parti interne di tutte le strumentazioni introducendo l'aria direttamente nei fori di raffreddamento in modo che ne entri una quantità sufficiente e il portapunte o la punta CEM si asciughino uniformemente. bbox=[405, 1849, 792, 1879]
paragraph: – Pericolo di lesioni! In caso di sfregamento meccanico può essere possibile essere lavorazioni sulla sfera e sulla punta sonica sviluppando (in forma di calore) una temperatura elevata per cui si rovinano, deformate, incrinate, ecc. – devono essere immediatamente sostituite. bbox=[5, 1913, 393, 1928]
paragraph: La punta CEM se tiene que utilizar con un sistema de enfriamiento. Por esta razón, deben ser limpiadas, desinfectadas y esterilizadas antes de su primer uso. Las puntas CEM insertadas en el soporte SF1981 pueden utilizarse: bbox=[5, 1170, 381, 1186]
paragraph: – ¡Riesgo de ingestión! La fractura de la punta conlleva el riesgo de ingestión accidental. Tome todas las medidas adecuadas para evitarlo. bbox=[5, 1026, 361, 1033]
paragraph: 1. Enjuagar el soporte para puntas a fondo con agua para que los residuos del agente de limpieza/desinfección no entren en contacto con la máquina. bbox=[405, 913, 790, 919]
paragraph: Può succedere che la punta presenti una rottura a causa di un danneggiamento subito (caduta sul pavimento o variazione meccanica della forma originaria). Per questo motivo prima dell'utilizzo la punta CEM può essere sottoposta a una prova di trazione. Appoggiate una protezione delle mani si afferra la punta CEM e si tira con una forza di trazione che non superi la forza della punta al sistema di fissaggio, esercitare una tensione di trazione senza avvitare e sempre (200 kg) senza gli strumenti prima di un utilizzo. Controllo per evitare lesioni durante il controllo eliminando le infezioni si consiglia di eseguire il controllo dopo l'uso, si consiglia di sostituire regolarmente il portapunte SF1981 e SFG1981. bbox=[5, 1970, 388, 2008]
